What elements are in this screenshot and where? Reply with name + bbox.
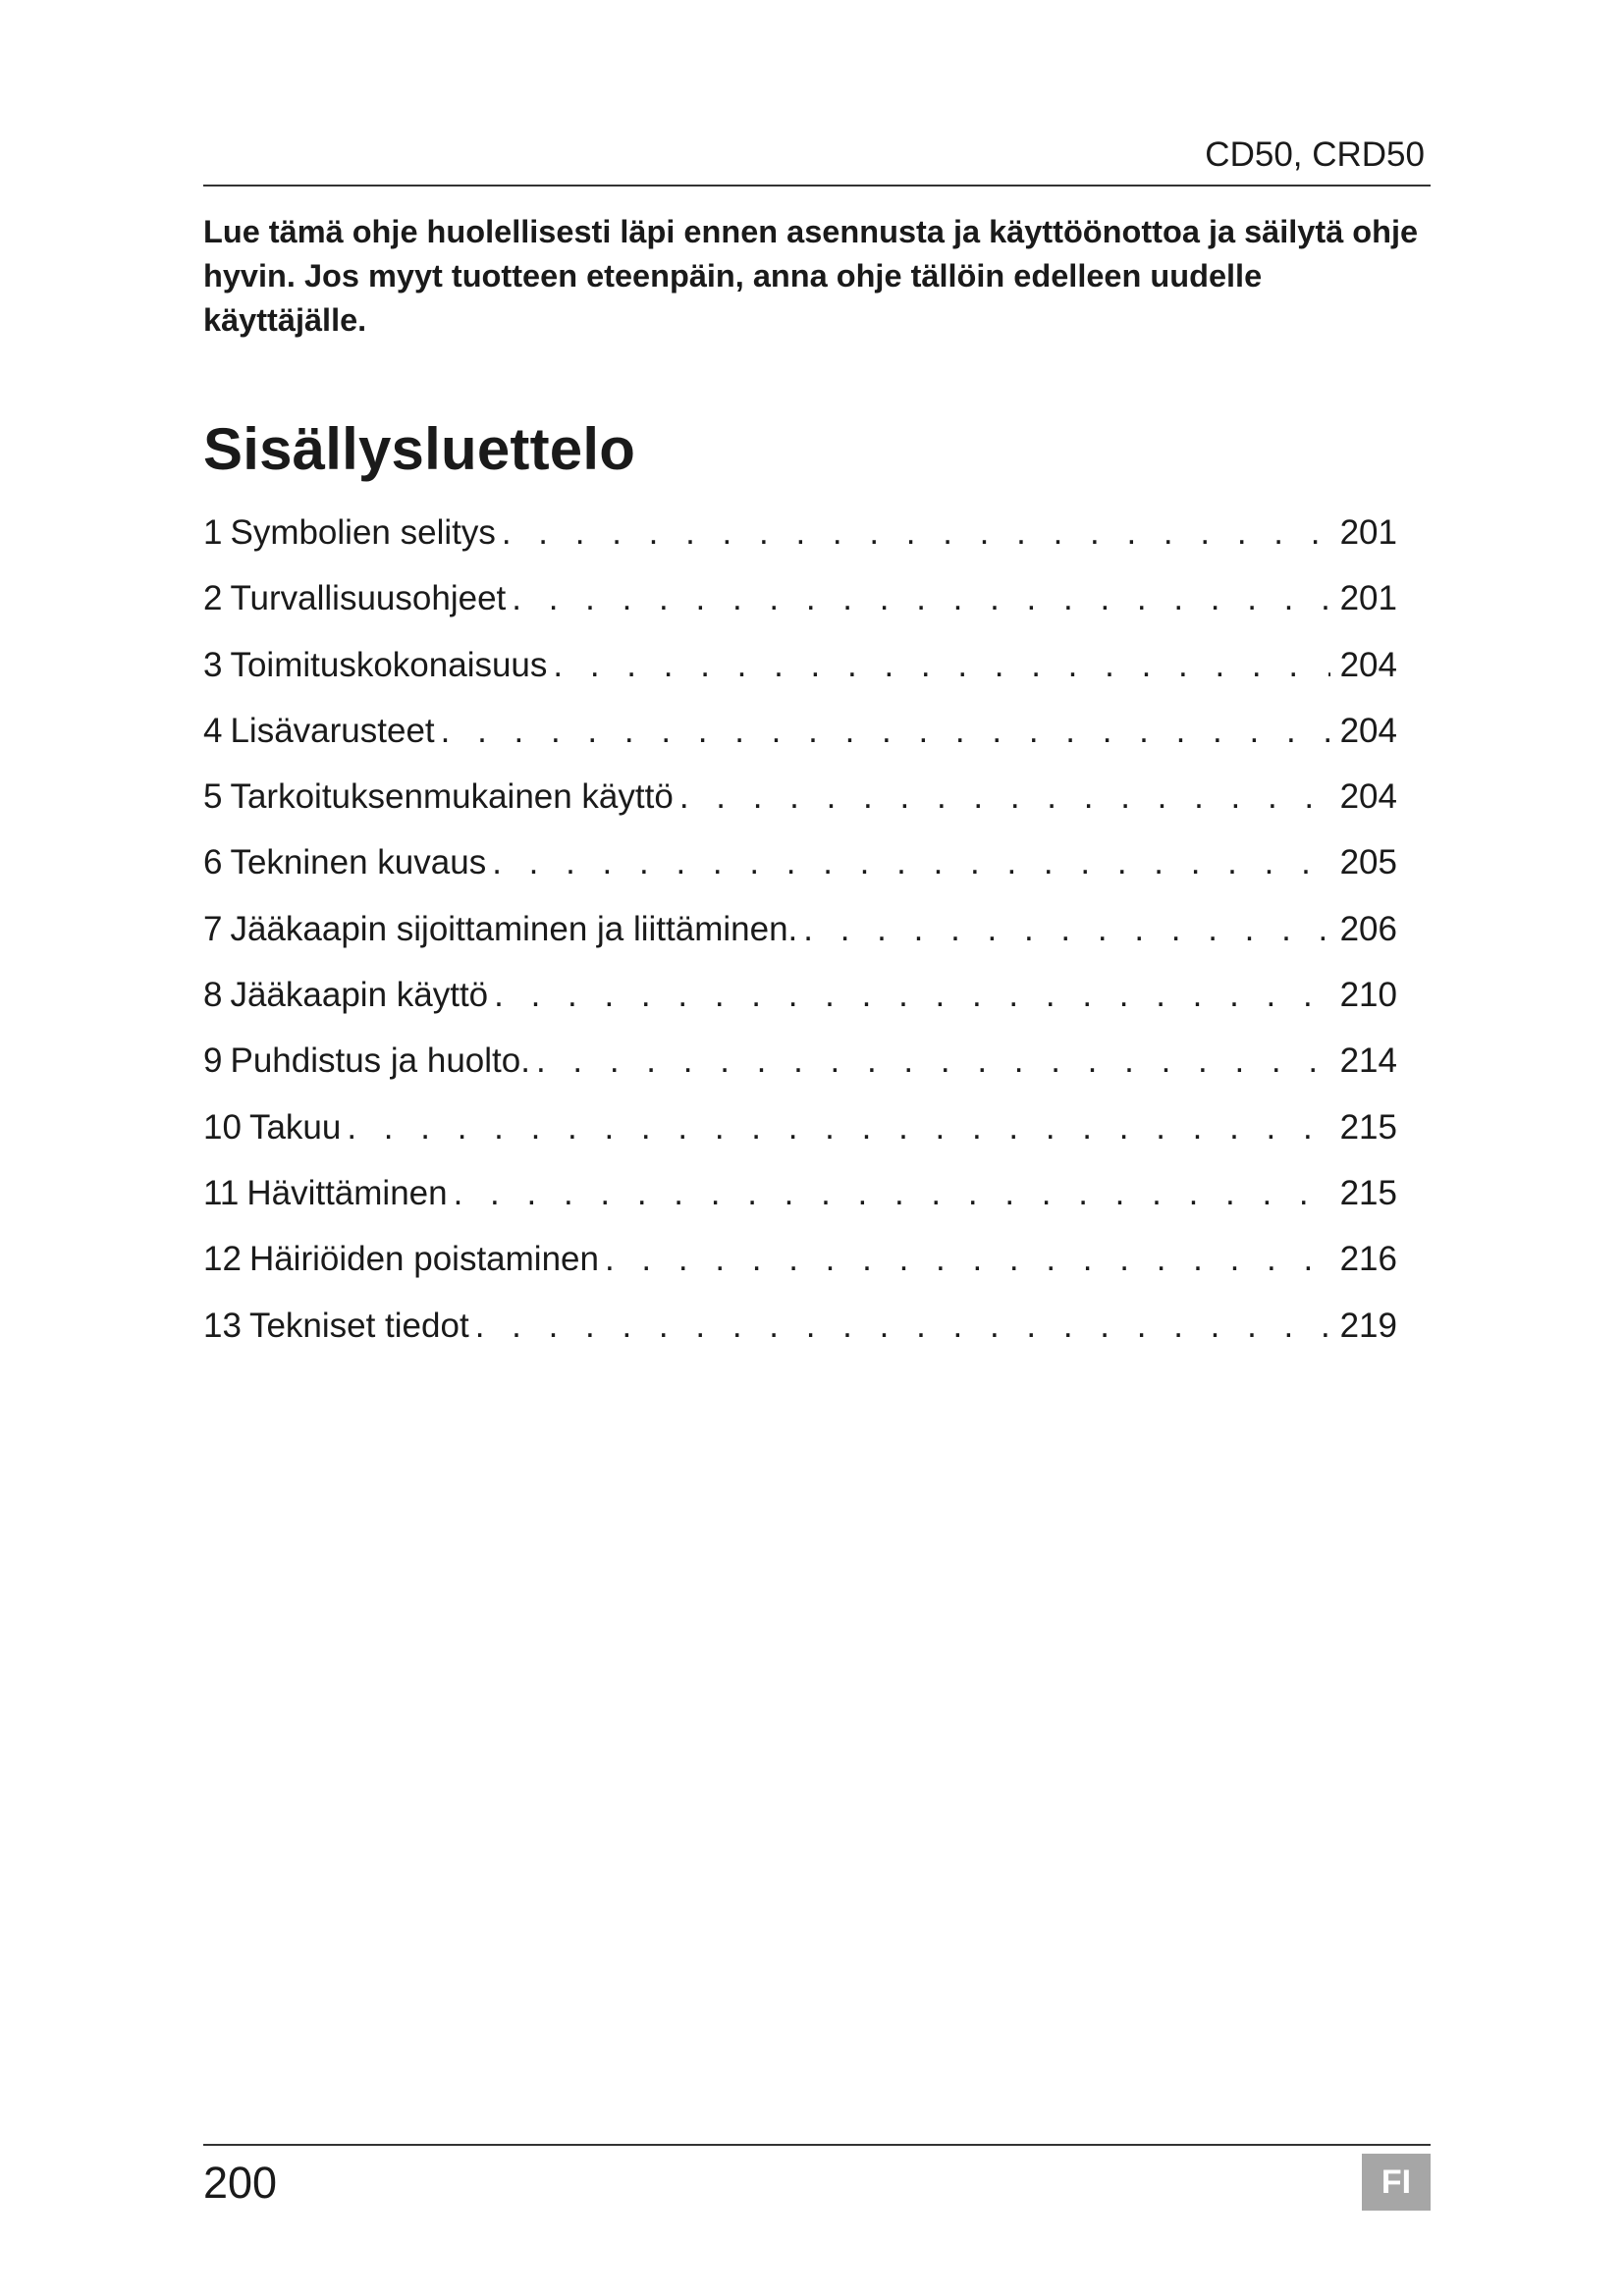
toc-entry-number: 13 <box>203 1306 242 1345</box>
toc-entry-title: Hävittäminen <box>246 1173 448 1212</box>
toc-entry-page: 201 <box>1339 579 1397 618</box>
intro-paragraph: Lue tämä ohje huolellisesti läpi ennen asennusta ja käyttöönottoa ja säilytä ohje hyvin. Jos myyt tuotteen eteenpäin, anna ohje tällöin edelleen uudelle käyttäjälle. <box>203 214 1419 338</box>
toc-leader-dots <box>492 833 1330 892</box>
toc-entry-title: Symbolien selitys <box>230 513 496 552</box>
toc-entry-number: 1 <box>203 513 223 552</box>
toc-leader-dots <box>679 768 1330 827</box>
toc-leader-dots <box>553 636 1330 695</box>
toc-entry-page: 214 <box>1339 1041 1397 1081</box>
toc-leader-dots <box>454 1164 1330 1223</box>
toc-entry-page: 204 <box>1339 645 1397 684</box>
toc-entry-title: Tekniset tiedot <box>248 1306 469 1345</box>
toc-entry-6[interactable] <box>203 833 1397 899</box>
toc-title: Sisällysluettelo <box>203 416 636 482</box>
toc-entry-number: 7 <box>203 909 223 948</box>
toc-leader-dots <box>347 1098 1330 1157</box>
toc-entry-1[interactable] <box>203 504 1397 569</box>
toc-entry-page: 216 <box>1339 1240 1397 1279</box>
toc-entry-page: 215 <box>1339 1107 1397 1147</box>
toc-entry-title: Lisävarusteet <box>230 711 435 750</box>
toc-leader-dots <box>512 569 1330 628</box>
toc-entry-5[interactable] <box>203 768 1397 833</box>
toc-entry-number: 9 <box>203 1041 223 1081</box>
toc-list <box>203 504 1397 1362</box>
toc-entry-title: Toimituskokonaisuus <box>230 645 548 684</box>
toc-entry-title: Turvallisuusohjeet <box>230 579 507 618</box>
toc-leader-dots <box>536 1032 1330 1091</box>
toc-entry-page: 205 <box>1339 843 1397 882</box>
toc-entry-page: 204 <box>1339 711 1397 750</box>
toc-entry-8[interactable] <box>203 966 1397 1032</box>
toc-entry-4[interactable] <box>203 702 1397 768</box>
toc-leader-dots <box>494 966 1330 1025</box>
toc-entry-title: Takuu <box>248 1107 342 1147</box>
toc-entry-page: 204 <box>1339 777 1397 817</box>
toc-entry-title: Jääkaapin sijoittaminen ja liittäminen. <box>230 909 798 948</box>
toc-entry-number: 2 <box>203 579 223 618</box>
toc-entry-title: Tarkoituksenmukainen käyttö <box>230 777 674 817</box>
toc-entry-title: Jääkaapin käyttö <box>230 976 489 1015</box>
toc-leader-dots <box>803 900 1330 959</box>
toc-entry-2[interactable] <box>203 569 1397 635</box>
page-header <box>203 133 1431 187</box>
toc-entry-number: 5 <box>203 777 223 817</box>
toc-leader-dots <box>502 504 1330 562</box>
toc-entry-title: Puhdistus ja huolto. <box>230 1041 530 1081</box>
toc-entry-page: 215 <box>1339 1173 1397 1212</box>
toc-entry-3[interactable] <box>203 636 1397 702</box>
toc-entry-page: 219 <box>1339 1306 1397 1345</box>
toc-entry-page: 210 <box>1339 976 1397 1015</box>
toc-entry-13[interactable] <box>203 1297 1397 1362</box>
page-number: 200 <box>203 2158 278 2208</box>
header-model-name: CD50, CRD50 <box>1205 135 1425 174</box>
toc-entry-page: 201 <box>1339 513 1397 552</box>
toc-entry-number: 10 <box>203 1107 242 1147</box>
page-footer <box>203 2144 1431 2215</box>
toc-entry-title: Häiriöiden poistaminen <box>248 1240 599 1279</box>
toc-entry-number: 3 <box>203 645 223 684</box>
toc-entry-number: 6 <box>203 843 223 882</box>
toc-leader-dots <box>475 1297 1330 1356</box>
toc-entry-number: 4 <box>203 711 223 750</box>
toc-entry-10[interactable] <box>203 1098 1397 1164</box>
toc-entry-7[interactable] <box>203 900 1397 966</box>
toc-entry-11[interactable] <box>203 1164 1397 1230</box>
toc-leader-dots <box>441 702 1330 761</box>
toc-entry-number: 8 <box>203 976 223 1015</box>
toc-entry-title: Tekninen kuvaus <box>230 843 487 882</box>
toc-leader-dots <box>605 1230 1330 1289</box>
toc-entry-number: 12 <box>203 1240 242 1279</box>
toc-entry-page: 206 <box>1339 909 1397 948</box>
toc-entry-9[interactable] <box>203 1032 1397 1097</box>
toc-entry-number: 11 <box>203 1173 240 1212</box>
language-badge: FI <box>1362 2154 1431 2211</box>
toc-entry-12[interactable] <box>203 1230 1397 1296</box>
